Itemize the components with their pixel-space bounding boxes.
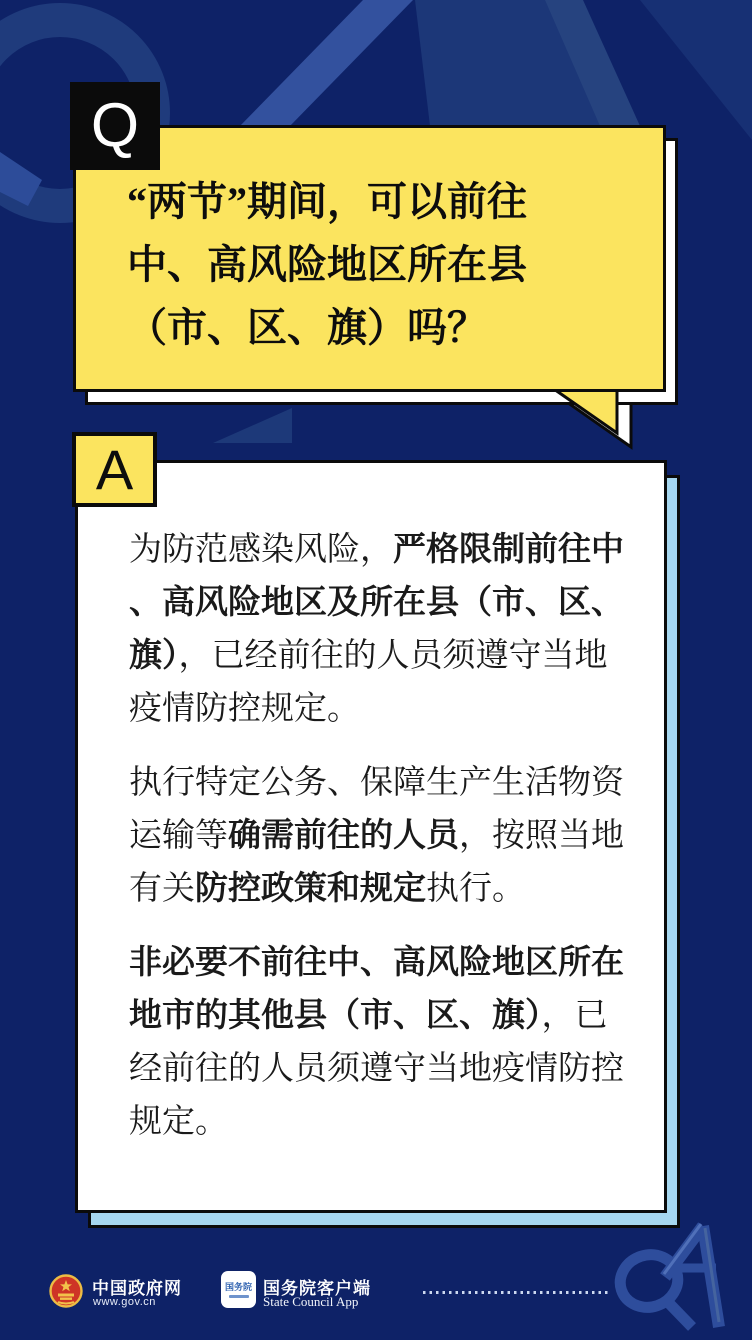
answer-paragraph: 执行特定公务、保障生产生活物资运输等确需前往的人员，按照当地有关防控政策和规定执行。: [129, 763, 624, 906]
watermark-a-left-stroke: [238, 0, 413, 128]
watermark-small-triangle: [213, 408, 292, 443]
answer-paragraph: 为防范感染风险，严格限制前往中、高风险地区及所在县（市、区、旗），已经前往的人员须遵守当地疫情防控规定。: [129, 530, 624, 726]
gov-site-url: www.gov.cn: [93, 1296, 156, 1308]
gov-site-name: 中国政府网: [92, 1279, 182, 1298]
app-subtitle: State Council App: [263, 1294, 359, 1309]
question-text: [127, 170, 642, 359]
state-council-app-icon: [221, 1271, 256, 1308]
q-letter-badge: [70, 82, 160, 170]
qa-monogram-icon: [613, 1224, 719, 1327]
footer-dotted-divider: [423, 1291, 609, 1294]
a-letter: A: [95, 437, 134, 501]
question-line: “两节”期间，可以前往: [127, 179, 527, 224]
app-name: 国务院客户端: [263, 1279, 371, 1298]
question-line: 中、高风险地区所在县: [127, 242, 527, 287]
china-national-emblem-icon: [48, 1271, 84, 1311]
q-letter: Q: [90, 91, 140, 160]
answer-text: [129, 522, 636, 1147]
answer-paragraph: 非必要不前往中、高风险地区所在地市的其他县（市、区、旗），已经前往的人员须遵守当地疫情防控规定。: [129, 943, 624, 1139]
app-icon-bar: [229, 1295, 249, 1298]
question-line: （市、区、旗）吗？: [127, 305, 487, 350]
watermark-corner: [640, 0, 752, 140]
question-bubble-tail: [540, 380, 650, 460]
app-icon-label: 国务院: [224, 1281, 252, 1292]
a-letter-badge: [72, 432, 157, 507]
